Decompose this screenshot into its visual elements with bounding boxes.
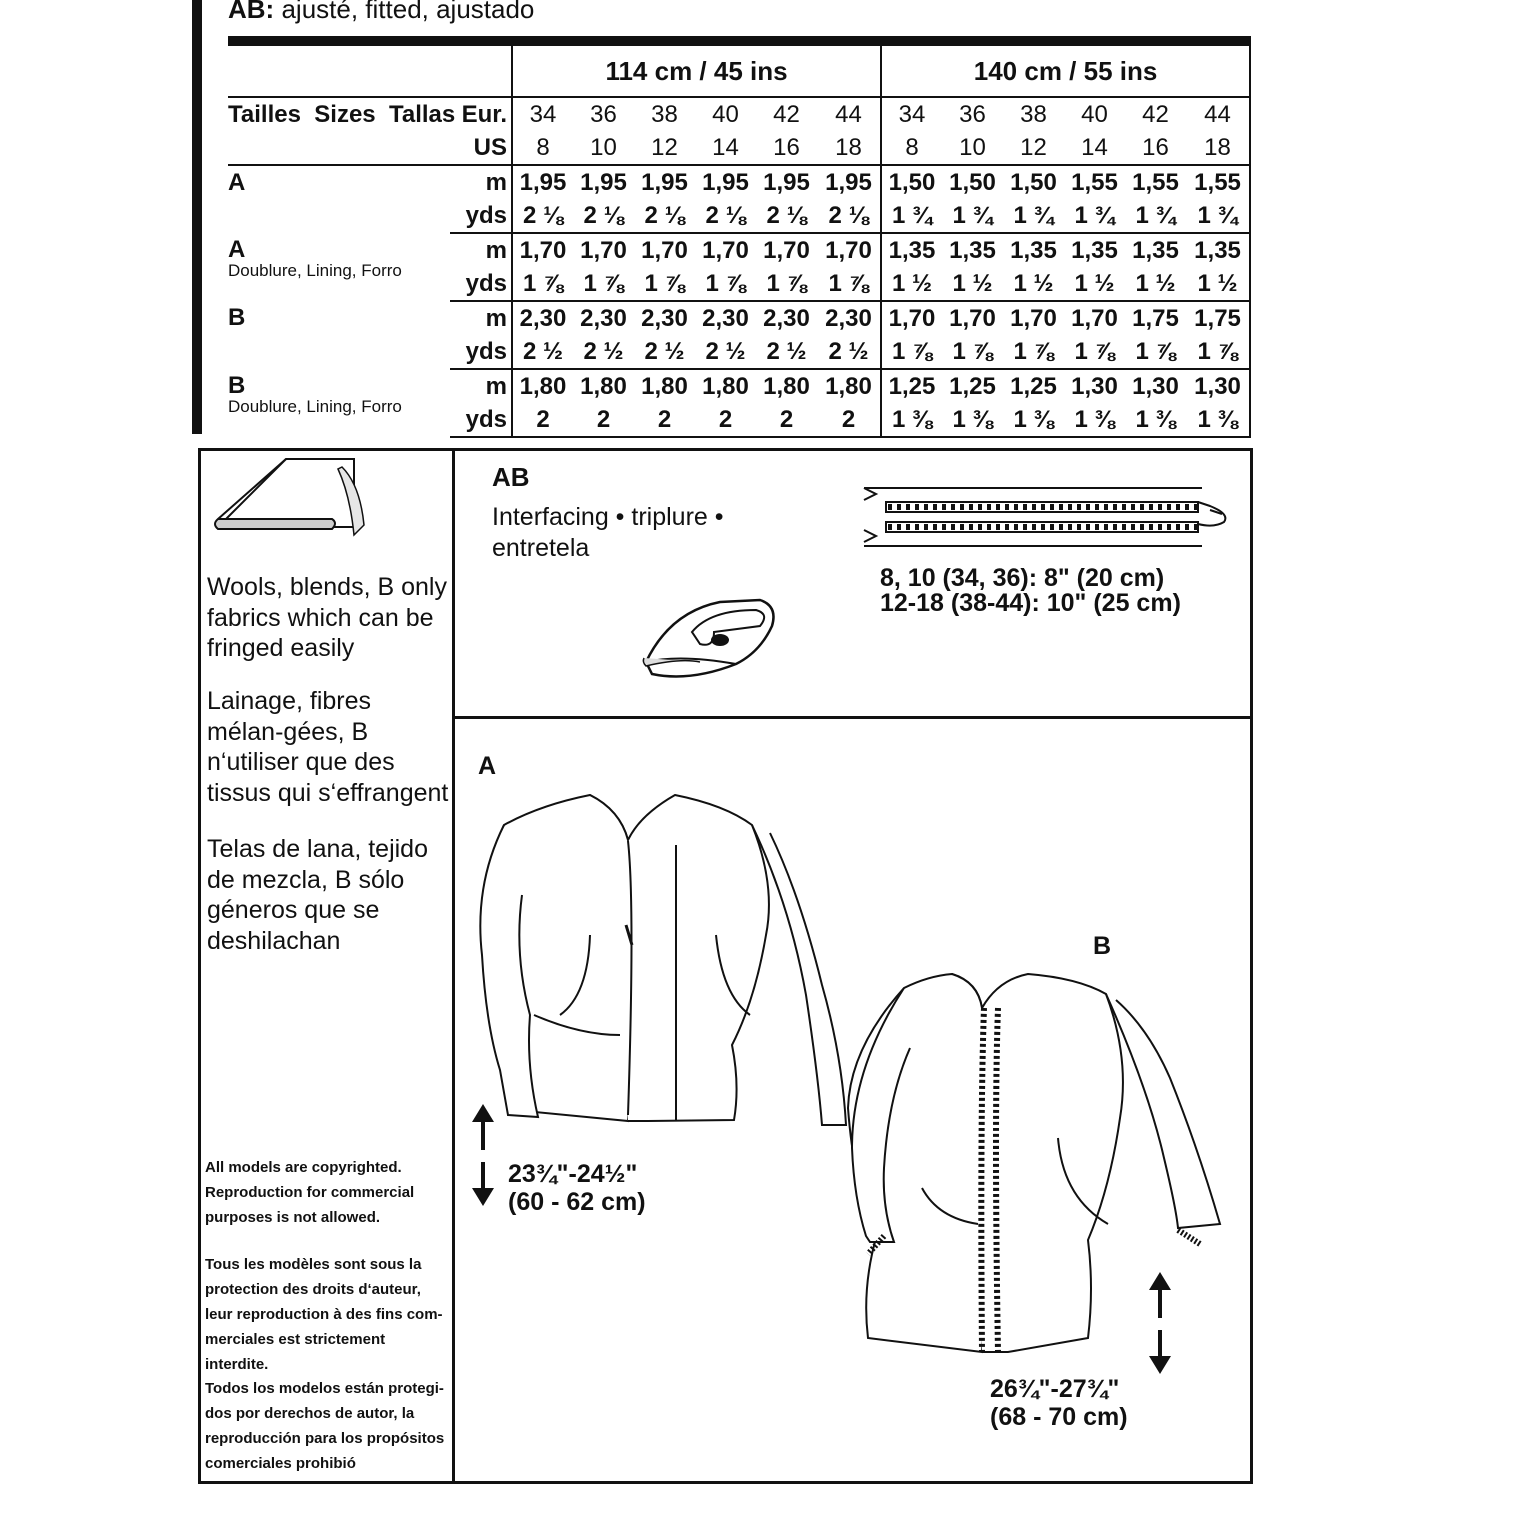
yards-cell: 2 ½ — [756, 335, 817, 369]
view-b-length-inches: 26¾"-27¾" — [990, 1375, 1120, 1403]
horizontal-divider — [452, 716, 1250, 719]
meters-cell: 1,80 — [519, 373, 567, 400]
us-size-cell: 12 — [1003, 131, 1064, 165]
iron-icon — [640, 592, 780, 684]
us-label: US — [450, 131, 512, 165]
meters-cell: 1,80 — [580, 373, 627, 400]
yards-cell: 1 ¾ — [942, 199, 1003, 233]
eur-size-cell: 38 — [651, 101, 678, 128]
width-140-header: 140 cm / 55 ins — [881, 41, 1250, 97]
yards-cell: 1 ⅜ — [1186, 403, 1250, 437]
eur-size-cell: 42 — [1142, 101, 1169, 128]
yards-cell: 2 ½ — [512, 335, 573, 369]
yards-cell: 2 ⅛ — [634, 199, 695, 233]
yards-cell: 1 ½ — [1186, 267, 1250, 301]
meters-cell: 2,30 — [763, 305, 810, 332]
meters-cell: 1,55 — [1071, 169, 1118, 196]
yards-cell: 1 ½ — [1064, 267, 1125, 301]
zipper-icon — [862, 484, 1232, 554]
meters-cell: 2,30 — [817, 301, 881, 335]
view-b-length — [990, 1375, 1128, 1431]
view-a-length — [508, 1160, 646, 1216]
yards-cell: 1 ⅞ — [512, 267, 573, 301]
us-size-cell: 16 — [1125, 131, 1186, 165]
length-arrow-icon — [470, 1100, 496, 1210]
meters-cell: 1,70 — [949, 305, 996, 332]
meters-cell: 1,95 — [641, 169, 688, 196]
meters-cell: 1,80 — [641, 373, 688, 400]
yards-cell: 1 ⅜ — [1064, 403, 1125, 437]
meters-cell: 1,75 — [1132, 305, 1179, 332]
yards-cell: 1 ⅞ — [1186, 335, 1250, 369]
meters-cell: 2,30 — [580, 305, 627, 332]
eur-size-cell: 34 — [898, 101, 926, 128]
yards-cell: 1 ⅞ — [817, 267, 881, 301]
us-size-cell: 18 — [817, 131, 881, 165]
us-size-cell: 12 — [634, 131, 695, 165]
copyright-es: Todos los modelos están protegi-dos por derechos de autor, la reproducción para los propósitos comerciales prohibió — [205, 1380, 445, 1472]
yards-cell: 1 ½ — [942, 267, 1003, 301]
yards-cell: 1 ½ — [1003, 267, 1064, 301]
fit-description: ajusté, fitted, ajustado — [281, 0, 535, 24]
meters-cell: 1,70 — [1010, 305, 1057, 332]
meters-cell: 1,70 — [519, 237, 567, 264]
fabric-text-en: Wools, blends, B only fabrics which can be fringed easily — [207, 573, 447, 662]
meters-cell: 1,30 — [1132, 373, 1179, 400]
yards-cell: 1 ⅞ — [881, 335, 942, 369]
unit-yds: yds — [450, 335, 512, 369]
yards-cell: 1 ⅜ — [1125, 403, 1186, 437]
meters-cell: 1,50 — [1010, 169, 1057, 196]
eur-size-cell: 44 — [817, 97, 881, 131]
jacket-b-illustration — [848, 968, 1233, 1388]
eur-size-cell: 40 — [712, 101, 739, 128]
notions-label: AB — [492, 462, 530, 492]
yards-cell: 2 ⅛ — [817, 199, 881, 233]
yards-cell: 1 ½ — [881, 267, 942, 301]
us-size-cell: 14 — [695, 131, 756, 165]
fit-code: AB: — [228, 0, 275, 24]
meters-cell: 1,80 — [817, 369, 881, 403]
view-a-label: A — [478, 752, 497, 780]
eur-size-cell: 40 — [1081, 101, 1108, 128]
yards-cell: 1 ¾ — [881, 199, 942, 233]
meters-cell: 1,35 — [1010, 237, 1057, 264]
yards-cell: 1 ½ — [1125, 267, 1186, 301]
yards-cell: 2 — [512, 403, 573, 437]
yards-cell: 1 ⅜ — [1003, 403, 1064, 437]
eur-size-cell: 36 — [959, 101, 986, 128]
zipper-lengths — [880, 566, 1181, 616]
meters-cell: 1,95 — [817, 165, 881, 199]
view-label-cell — [228, 369, 450, 437]
lining-label: Doublure, Lining, Forro — [228, 397, 402, 416]
yards-cell: 1 ⅞ — [1003, 335, 1064, 369]
view-code: A — [228, 169, 246, 196]
yards-cell: 1 ⅜ — [881, 403, 942, 437]
interfacing-text: Interfacing • triplure • entretela — [492, 503, 724, 562]
yards-cell: 1 ⅞ — [1125, 335, 1186, 369]
eur-size-cell: 38 — [1020, 101, 1047, 128]
yards-cell: 1 ¾ — [1064, 199, 1125, 233]
meters-cell: 2,30 — [519, 305, 567, 332]
yards-cell: 2 ⅛ — [695, 199, 756, 233]
meters-cell: 1,70 — [702, 237, 749, 264]
us-size-cell: 10 — [573, 131, 634, 165]
meters-cell: 1,70 — [817, 233, 881, 267]
us-size-cell: 8 — [512, 131, 573, 165]
meters-cell: 1,70 — [641, 237, 688, 264]
meters-cell: 1,70 — [580, 237, 627, 264]
meters-cell: 1,25 — [1010, 373, 1057, 400]
meters-cell: 1,95 — [580, 169, 627, 196]
us-size-cell: 14 — [1064, 131, 1125, 165]
yardage-row-m — [228, 233, 1250, 267]
unit-yds: yds — [450, 199, 512, 233]
length-arrow-icon-b — [1147, 1268, 1173, 1378]
yardage-row-m — [228, 165, 1250, 199]
unit-m: m — [450, 165, 512, 199]
yards-cell: 1 ⅞ — [573, 267, 634, 301]
yards-cell: 2 ⅛ — [756, 199, 817, 233]
meters-cell: 1,70 — [1071, 305, 1118, 332]
sizes-label-spacer — [228, 131, 450, 165]
yards-cell: 1 ⅞ — [695, 267, 756, 301]
yards-cell: 2 — [573, 403, 634, 437]
lining-label: Doublure, Lining, Forro — [228, 261, 402, 280]
meters-cell: 1,35 — [1071, 237, 1118, 264]
yards-cell: 2 ½ — [634, 335, 695, 369]
yardage-row-m — [228, 301, 1250, 335]
meters-cell: 1,50 — [949, 169, 996, 196]
meters-cell: 2,30 — [702, 305, 749, 332]
meters-cell: 1,30 — [1071, 373, 1118, 400]
yardage-table — [228, 36, 1251, 438]
view-code: A — [228, 236, 246, 263]
meters-cell: 1,75 — [1186, 301, 1250, 335]
yardage-row-m — [228, 369, 1250, 403]
width-header-row — [228, 41, 1250, 97]
fabric-bolt-icon — [214, 455, 374, 540]
jacket-a-illustration — [470, 785, 880, 1135]
unit-yds: yds — [450, 403, 512, 437]
meters-cell: 1,55 — [1132, 169, 1179, 196]
eur-size-row — [228, 97, 1250, 131]
yards-cell: 1 ¾ — [1186, 199, 1250, 233]
eur-size-cell: 42 — [773, 101, 800, 128]
view-a-length-inches: 23¾"-24½" — [508, 1160, 638, 1188]
meters-cell: 1,35 — [888, 237, 936, 264]
unit-m: m — [450, 301, 512, 335]
eur-size-cell: 36 — [590, 101, 617, 128]
us-size-cell: 10 — [942, 131, 1003, 165]
fabric-text-fr: Lainage, fibres mélan-gées, B n‘utiliser que des tissus qui s‘effrangent — [207, 687, 449, 807]
unit-yds: yds — [450, 267, 512, 301]
fit-heading — [228, 0, 534, 24]
yards-cell: 1 ¾ — [1003, 199, 1064, 233]
meters-cell: 1,25 — [888, 373, 936, 400]
us-size-cell: 18 — [1186, 131, 1250, 165]
unit-m: m — [450, 369, 512, 403]
meters-cell: 1,95 — [763, 169, 810, 196]
eur-label: Eur. — [450, 97, 512, 131]
yards-cell: 1 ⅜ — [942, 403, 1003, 437]
yards-cell: 2 ½ — [817, 335, 881, 369]
meters-cell: 1,80 — [702, 373, 749, 400]
yards-cell: 1 ⅞ — [1064, 335, 1125, 369]
yards-cell: 2 ⅛ — [512, 199, 573, 233]
yards-cell: 1 ⅞ — [942, 335, 1003, 369]
meters-cell: 1,30 — [1186, 369, 1250, 403]
view-a-length-cm: (60 - 62 cm) — [508, 1188, 646, 1216]
width-114-header: 114 cm / 45 ins — [512, 41, 881, 97]
fabric-text-es: Telas de lana, tejido de mezcla, B sólo géneros que se deshilachan — [207, 835, 428, 955]
yards-cell: 2 ½ — [573, 335, 634, 369]
meters-cell: 1,95 — [519, 169, 567, 196]
view-label-cell — [228, 165, 450, 233]
yards-cell: 2 ⅛ — [573, 199, 634, 233]
meters-cell: 1,35 — [949, 237, 996, 264]
meters-cell: 1,80 — [763, 373, 810, 400]
sizes-label: Tailles Sizes Tallas — [228, 101, 456, 128]
view-code: B — [228, 372, 246, 399]
left-border-bar — [192, 0, 202, 434]
meters-cell: 1,95 — [702, 169, 749, 196]
meters-cell: 2,30 — [641, 305, 688, 332]
eur-size-cell: 44 — [1186, 97, 1250, 131]
meters-cell: 1,55 — [1186, 165, 1250, 199]
zipper-length-line2: 12-18 (38-44): 10" (25 cm) — [880, 589, 1181, 617]
meters-cell: 1,70 — [763, 237, 810, 264]
meters-cell: 1,25 — [949, 373, 996, 400]
meters-cell: 1,35 — [1186, 233, 1250, 267]
unit-m: m — [450, 233, 512, 267]
yards-cell: 2 — [817, 403, 881, 437]
zipper-length-line1: 8, 10 (34, 36): 8" (20 cm) — [880, 564, 1165, 592]
copyright-en: All models are copyrighted. Reproduction for commercial purposes is not allowed. — [205, 1159, 415, 1226]
yards-cell: 1 ⅞ — [756, 267, 817, 301]
us-size-cell: 8 — [881, 131, 942, 165]
yards-cell: 2 — [756, 403, 817, 437]
yards-cell: 2 ½ — [695, 335, 756, 369]
yards-cell: 1 ⅞ — [634, 267, 695, 301]
meters-cell: 1,50 — [888, 169, 936, 196]
view-b-label: B — [1093, 932, 1112, 960]
vertical-divider — [452, 448, 455, 1481]
yards-cell: 2 — [695, 403, 756, 437]
view-code: B — [228, 304, 246, 331]
us-size-cell: 16 — [756, 131, 817, 165]
eur-size-cell: 34 — [529, 101, 557, 128]
yards-cell: 2 — [634, 403, 695, 437]
view-label-cell — [228, 301, 450, 369]
yards-cell: 1 ¾ — [1125, 199, 1186, 233]
meters-cell: 1,35 — [1132, 237, 1179, 264]
view-b-length-cm: (68 - 70 cm) — [990, 1403, 1128, 1431]
view-label-cell — [228, 233, 450, 301]
copyright-fr: Tous les modèles sont sous la protection des droits d‘auteur, leur reproduction à des fins com-merciales est strictement interdite. — [205, 1256, 443, 1373]
meters-cell: 1,70 — [888, 305, 936, 332]
header-blank — [228, 41, 512, 97]
us-size-row — [228, 131, 1250, 165]
